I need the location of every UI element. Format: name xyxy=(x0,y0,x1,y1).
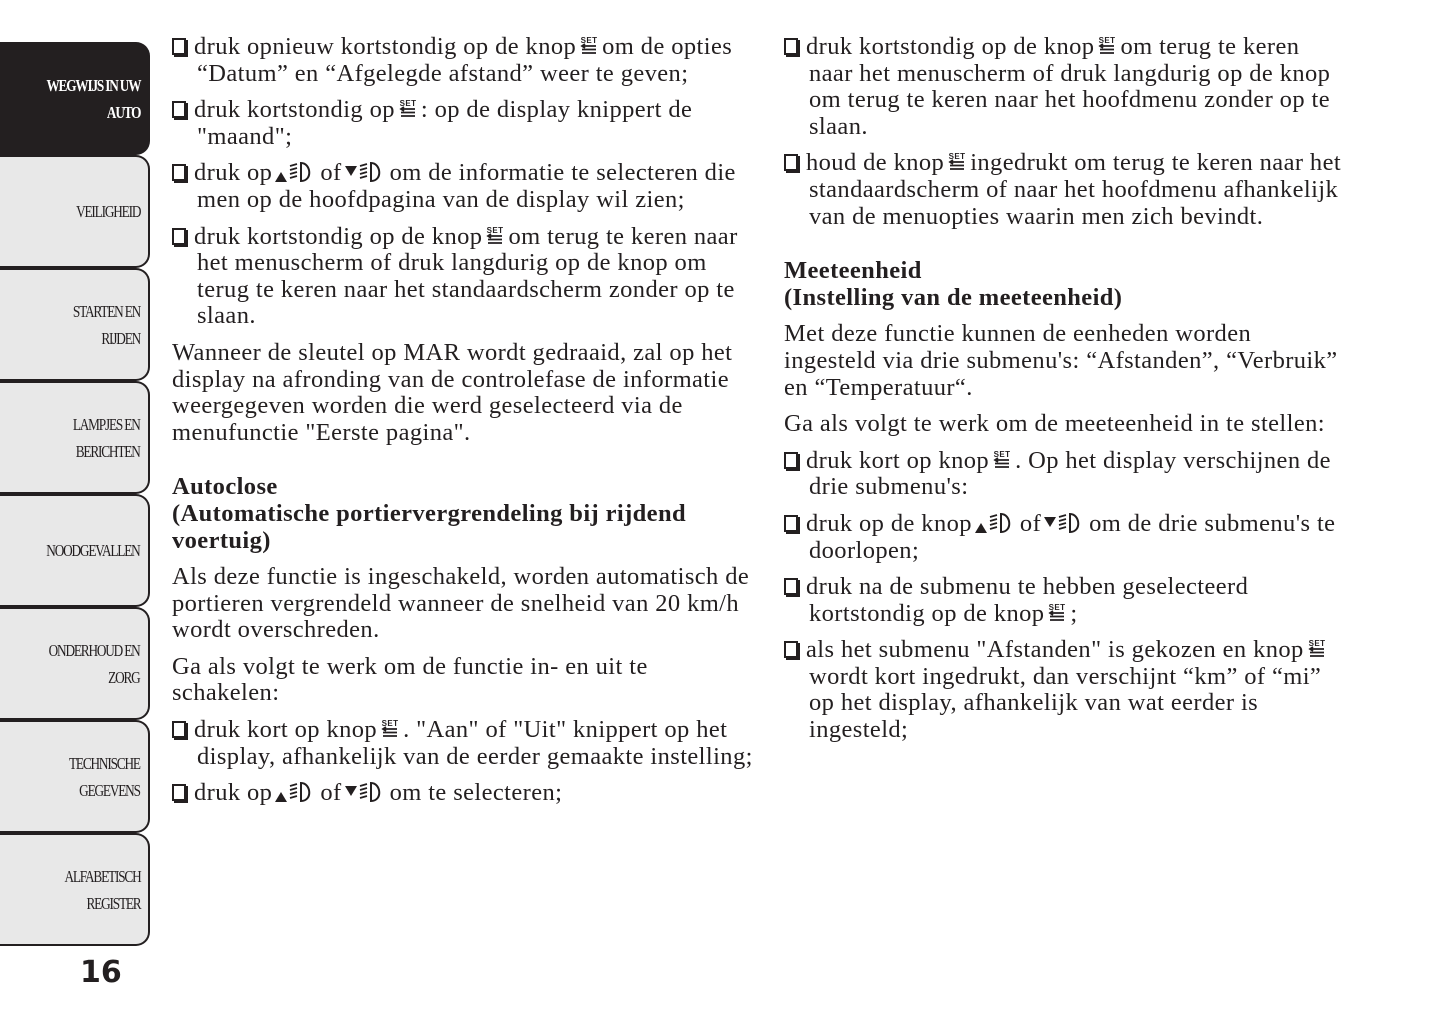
svg-text:SET: SET xyxy=(399,99,417,109)
text: . "Aan" of "Uit" knippert op het display, afhankelijk van de eerder gemaakte instelling; xyxy=(197,716,753,770)
text: om de opties “Datum” en “Afgelegde afstand” weer te geven; xyxy=(197,33,733,87)
chapter-tab[interactable] xyxy=(0,833,150,946)
chapter-tab[interactable] xyxy=(0,607,150,720)
section-heading xyxy=(172,474,757,554)
bullet-item xyxy=(784,34,1344,140)
chapter-tab[interactable] xyxy=(0,494,150,607)
checkbox-bullet-icon xyxy=(172,38,186,55)
bullet-item xyxy=(172,224,757,330)
set-button-icon xyxy=(1307,638,1327,660)
text: druk na de submenu te hebben geselecteerd kortstondig op de knop xyxy=(806,573,1249,627)
checkbox-bullet-icon xyxy=(784,515,798,532)
down-arrow-headlight-icon xyxy=(344,160,388,184)
bullet-item xyxy=(784,448,1344,501)
checkbox-bullet-icon xyxy=(172,784,186,801)
text: of xyxy=(320,159,342,187)
checkbox-bullet-icon xyxy=(172,101,186,118)
text: ingedrukt om terug te keren naar het standaardscherm of naar het hoofdmenu afhankelijk van de menuopties waarin men zich bevindt. xyxy=(809,149,1342,230)
checkbox-bullet-icon xyxy=(784,38,798,55)
text: druk op xyxy=(194,779,273,807)
text: . Op het display verschijnen de drie submenu's: xyxy=(809,446,1331,501)
chapter-tab-label: ALFABETISCH REGISTER xyxy=(63,866,140,913)
chapter-tab-label: VEILIGHEID xyxy=(75,202,140,221)
checkbox-bullet-icon xyxy=(172,228,186,245)
chapter-tab-label: LAMPJES EN BERICHTEN xyxy=(73,414,140,461)
checkbox-bullet-icon xyxy=(784,578,798,595)
text: of xyxy=(1019,509,1042,537)
text: Als deze functie is ingeschakeld, worden automatisch de portieren vergrendeld wanneer de snelheid van 20 km/h wordt overschreden. xyxy=(172,563,750,644)
chapter-tab[interactable] xyxy=(0,720,150,833)
text: druk kort op knop xyxy=(806,446,990,474)
text: om terug te keren naar het menuscherm of druk langdurig op de knop om terug te keren naar het standaardscherm zonder op te slaan. xyxy=(197,222,738,330)
chapter-tab-label: WEGWIJS IN UW AUTO xyxy=(46,75,140,122)
text: wordt kort ingedrukt, dan verschijnt “km” of “mi” op het display, afhankelijk van wat eerder is ingesteld; xyxy=(809,662,1322,744)
text: Ga als volgt te werk om de functie in- en uit te schakelen: xyxy=(172,652,648,707)
up-arrow-headlight-icon xyxy=(974,511,1018,535)
svg-text:SET: SET xyxy=(1308,639,1326,649)
set-button-icon xyxy=(579,35,599,57)
bullet-item xyxy=(172,160,757,213)
set-button-icon xyxy=(947,151,967,173)
heading-line: (Instelling van de meeteenheid) xyxy=(784,283,1123,311)
up-arrow-headlight-icon xyxy=(274,780,318,804)
text: ; xyxy=(1070,599,1078,627)
svg-text:SET: SET xyxy=(993,449,1011,459)
chapter-tab-label: ONDERHOUD EN ZORG xyxy=(49,640,140,687)
svg-text:SET: SET xyxy=(487,225,504,235)
text: druk op de knop xyxy=(806,509,972,537)
text: druk kortstondig op xyxy=(194,96,395,124)
svg-text:SET: SET xyxy=(1049,602,1066,612)
text: om terug te keren naar het menuscherm of druk langdurig op de knop om terug te keren naar het hoofdmenu zonder op te slaan. xyxy=(809,33,1331,140)
set-button-icon xyxy=(380,718,400,740)
bullet-item xyxy=(172,717,757,770)
chapter-tab[interactable] xyxy=(0,42,150,155)
text: Wanneer de sleutel op MAR wordt gedraaid, zal op het display na afronding van de controlefase de informatie weergegeven worden die werd geselecteerd via de menufunctie "Eerste pagina". xyxy=(172,338,733,446)
chapter-tab[interactable] xyxy=(0,268,150,381)
paragraph xyxy=(784,411,1344,438)
section-heading xyxy=(784,258,1344,311)
text: druk kort op knop xyxy=(194,716,378,744)
text: : op de display knippert de "maand"; xyxy=(197,96,693,150)
bullet-item xyxy=(172,34,757,87)
paragraph xyxy=(784,321,1344,401)
chapter-tab-label: STARTEN EN RIJDEN xyxy=(72,301,140,348)
checkbox-bullet-icon xyxy=(784,641,798,658)
set-button-icon xyxy=(398,98,418,120)
text: om te selecteren; xyxy=(389,779,563,807)
svg-text:SET: SET xyxy=(580,36,598,45)
text: druk kortstondig op de knop xyxy=(806,33,1095,60)
chapter-tabs xyxy=(0,42,150,946)
set-button-icon xyxy=(1047,602,1067,624)
set-button-icon xyxy=(992,449,1012,471)
text: als het submenu "Afstanden" is gekozen en knop xyxy=(806,636,1304,664)
bullet-item xyxy=(172,97,757,150)
checkbox-bullet-icon xyxy=(172,721,186,738)
right-column xyxy=(784,34,1344,754)
svg-text:SET: SET xyxy=(948,152,966,162)
chapter-tab[interactable] xyxy=(0,155,150,268)
left-column xyxy=(172,34,757,817)
text: om de informatie te selecteren die men op de hoofdpagina van de display wil zien; xyxy=(197,159,736,213)
text: Ga als volgt te werk om de meeteenheid in te stellen: xyxy=(784,410,1325,438)
text: Met deze functie kunnen de eenheden worden ingesteld via drie submenu's: “Afstanden”, “Verbruik” en “Temperatuur“. xyxy=(784,320,1338,401)
bullet-item xyxy=(784,574,1344,627)
text: om de drie submenu's te doorlopen; xyxy=(809,509,1336,564)
set-button-icon xyxy=(1097,35,1117,57)
chapter-tab-label: TECHNISCHE GEGEVENS xyxy=(69,753,140,800)
set-button-icon xyxy=(485,225,505,247)
text: druk kortstondig op de knop xyxy=(194,222,483,250)
heading-line: Autoclose xyxy=(172,473,278,501)
chapter-tab[interactable] xyxy=(0,381,150,494)
paragraph xyxy=(172,340,757,446)
down-arrow-headlight-icon xyxy=(344,780,388,804)
checkbox-bullet-icon xyxy=(784,452,798,469)
page-number: 16 xyxy=(80,955,122,990)
text: druk op xyxy=(194,159,273,187)
paragraph xyxy=(172,564,757,644)
svg-text:SET: SET xyxy=(1099,36,1116,45)
bullet-item xyxy=(172,780,757,807)
heading-line: Meeteenheid xyxy=(784,257,922,285)
down-arrow-headlight-icon xyxy=(1043,511,1087,535)
checkbox-bullet-icon xyxy=(172,164,186,181)
heading-line: (Automatische portiervergrendeling bij rijdend voertuig) xyxy=(172,499,687,554)
up-arrow-headlight-icon xyxy=(274,160,318,184)
chapter-tab-label: NOODGEVALLEN xyxy=(46,541,140,560)
svg-text:SET: SET xyxy=(381,719,399,729)
text: of xyxy=(320,779,342,807)
paragraph xyxy=(172,654,757,707)
bullet-item xyxy=(784,511,1344,564)
text: druk opnieuw kortstondig op de knop xyxy=(194,33,577,60)
bullet-item xyxy=(784,150,1344,230)
text: houd de knop xyxy=(806,149,945,177)
checkbox-bullet-icon xyxy=(784,154,798,171)
bullet-item xyxy=(784,637,1344,743)
